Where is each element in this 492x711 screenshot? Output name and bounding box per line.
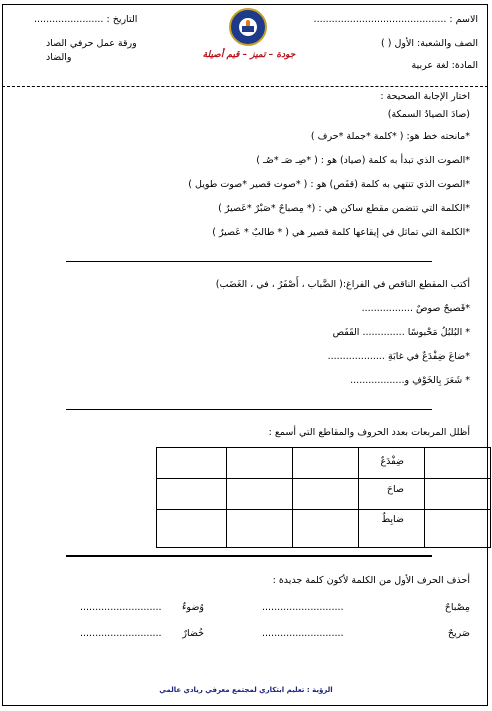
name-field: الاسم : ............................................ — [313, 14, 478, 25]
school-motto: جودة – تميز – قيم أصيلة — [202, 50, 296, 60]
date-field: التاريخ : ....................... — [34, 14, 138, 25]
question-2: *الصوت الذي تبدأ به كلمة (صياد) هو : ( *صِـ صَـ *صُـ ) — [256, 155, 470, 166]
grid-cell[interactable] — [293, 448, 359, 479]
grid-cell[interactable] — [425, 479, 491, 510]
vision-footer: الرؤية : تعليم ابتكاري لمجتمع معرفي ريادي عالمي — [159, 686, 333, 694]
answer-blank-4: ........................... — [80, 628, 162, 639]
subject-field: المادة: لغة عربية — [411, 60, 478, 71]
grid-cell[interactable] — [227, 510, 293, 548]
delete-word-2: وُضوءٌ — [181, 602, 204, 613]
question-3: *الصوت الذي تنتهي به كلمة (قفَص) هو : ( *صوت قصير *صوت طويل ) — [188, 179, 470, 190]
worksheet-title-2: والضاد — [46, 52, 72, 63]
shading-grid — [156, 447, 491, 548]
grid-cell[interactable] — [293, 479, 359, 510]
grid-cell[interactable] — [425, 448, 491, 479]
answer-blank-1: ........................... — [262, 602, 344, 613]
section1-sentence: (صادَ الصيادُ السمكة) — [387, 109, 470, 120]
grade-field: الصف والشعبة: الأول ( ) — [381, 38, 478, 49]
grid-cell[interactable] — [157, 448, 227, 479]
section-divider — [66, 555, 432, 557]
grid-cell[interactable] — [157, 479, 227, 510]
worksheet-title: ورقة عمل حرفي الصاد — [46, 38, 137, 49]
grid-cell[interactable] — [293, 510, 359, 548]
delete-word-1: مِصْباحٌ — [444, 602, 470, 613]
grid-cell[interactable] — [227, 479, 293, 510]
fill-line-3: *ضاعَ ضِفْدَعٌ في غابَةِ ................... — [327, 351, 470, 362]
section3-title: أظلل المربعات بعدد الحروف والمقاطع التي أسمع : — [268, 427, 470, 438]
grid-word-1: ضِفْدَعٌ — [380, 456, 404, 467]
grid-word-3: ضابِطٌ — [381, 514, 404, 525]
fill-line-2: * البُلبُلُ مَحْبوسًا .............. القَفَص — [332, 327, 470, 338]
delete-word-3: صَريحٌ — [447, 628, 470, 639]
fill-line-1: *قَصيحٌ صوصٌ ................. — [361, 303, 470, 314]
grid-cell[interactable] — [157, 510, 227, 548]
question-5: *الكلمة التي تماثل في إيقاعها كلمة قصير هي ( * طالبٌ * عَصيرٌ ) — [212, 227, 470, 238]
delete-word-4: خُضارٌ — [182, 628, 204, 639]
grid-word-2: صاحَ — [386, 484, 404, 495]
fill-line-4: * شَعَرَ بِالخَوْفِ و.................. — [350, 375, 470, 386]
answer-blank-2: ........................... — [80, 602, 162, 613]
section4-title: أحذف الحرف الأول من الكلمة لأكون كلمة جديدة : — [272, 575, 470, 586]
section1-title: اختار الإجابة الصحيحة : — [380, 91, 470, 102]
section-divider — [66, 261, 432, 262]
question-1: *مانحته خط هو: ( *كلمة *جملة *حرف ) — [310, 131, 470, 142]
grid-cell[interactable] — [425, 510, 491, 548]
section-divider — [66, 409, 432, 410]
section2-title: أكتب المقطع الناقص في الفراغ:( الضَّباب ، أَصْفَرُ ، في ، الغَضَب) — [215, 279, 470, 290]
grid-cell[interactable] — [227, 448, 293, 479]
answer-blank-3: ........................... — [262, 628, 344, 639]
header-divider — [2, 86, 488, 87]
school-logo-icon — [229, 8, 267, 46]
question-4: *الكلمة التي تتضمن مقطع ساكن هي : (* مِصباحٌ *صَبْرٌ *عَصيرٌ ) — [218, 203, 470, 214]
